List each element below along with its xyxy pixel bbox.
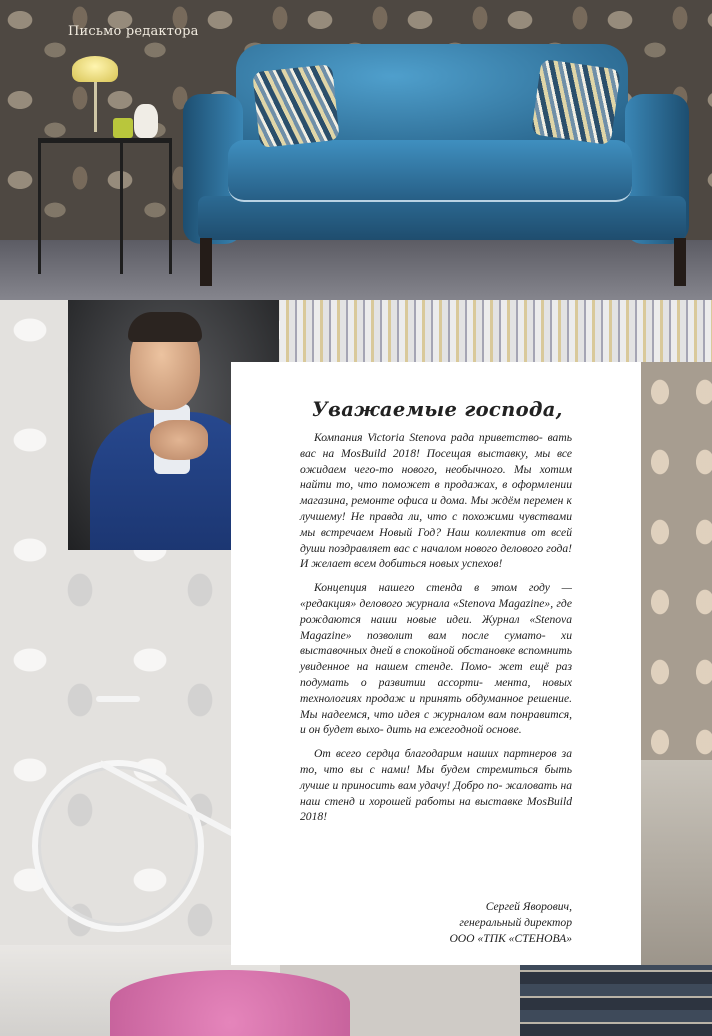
- letter-paragraph: Компания Victoria Stenova рада приветство- вать вас на MosBuild 2018! Посещая выставку, мы все ожидаем чего-то нового, необычного. Мы хотим найти то, что поможет в продажах, в оформлении магазина, ремонте офиса и дома. Мы ждём перемен к лучшему! Не правда ли, что с похожими чувствами мы встречаем Новый Год? Наш коллектив от всей души поздравляет вас с началом нового делового года! И желает всем добиться новых успехов!: [300, 431, 572, 571]
- pink-rug: [110, 970, 350, 1036]
- side-table-leg: [120, 140, 123, 274]
- sofa-leg: [674, 238, 686, 286]
- cup: [113, 118, 133, 138]
- letter-signature: [400, 899, 572, 947]
- side-table-leg: [38, 140, 41, 274]
- striped-rug: [280, 300, 712, 362]
- signature-name: Сергей Яворович,: [485, 900, 572, 913]
- portrait-hands: [150, 420, 208, 460]
- signature-position: генеральный директор: [459, 916, 572, 929]
- bicycle-wheel: [32, 760, 204, 932]
- bicycle-handlebar: [96, 696, 140, 702]
- sofa-leg: [200, 238, 212, 286]
- portrait-hair: [128, 312, 202, 342]
- letter-paragraph: От всего сердца благодарим наших партнеров за то, что вы с нами! Мы будем стремиться быть лучше и приносить вам удачу! Добро по- жаловать на наш стенд и хорошей работы на выставке MosBuild 2018!: [300, 747, 572, 824]
- section-label: Письмо редактора: [68, 24, 199, 39]
- striped-pillow: [252, 64, 340, 148]
- lamp-arm: [94, 82, 97, 132]
- lamp-shade: [72, 56, 118, 82]
- letter-paragraph: Концепция нашего стенда в этом году — «редакция» делового журнала «Stenova Magazine», где рождаются наши новые идеи. Журнал «Stenova Magazine» позволит вам после сумато- хи выставочных дней в спокойной обстановке вспомнить увиденное на нашем стенде. Помо- жет ещё раз подумать о развитии ассорти- мента, новых технологиях продаж и принять обдуманное решение. Мы надеемся, что идея с журналом вам понравится, и он будет выхо- дить на ежегодной основе.: [300, 581, 572, 737]
- letter-greeting: Уважаемые господа,: [312, 398, 563, 421]
- stack-of-books: [520, 965, 712, 1036]
- side-table-top: [38, 138, 172, 143]
- signature-company: ООО «ТПК «СТЕНОВА»: [449, 932, 572, 945]
- striped-pillow: [531, 59, 621, 145]
- wallpaper-background-right: [640, 362, 712, 762]
- side-table-leg: [169, 140, 172, 274]
- letter-body: [300, 430, 572, 833]
- vase: [134, 104, 158, 138]
- sofa-base: [198, 196, 686, 240]
- sofa-seat: [228, 140, 632, 202]
